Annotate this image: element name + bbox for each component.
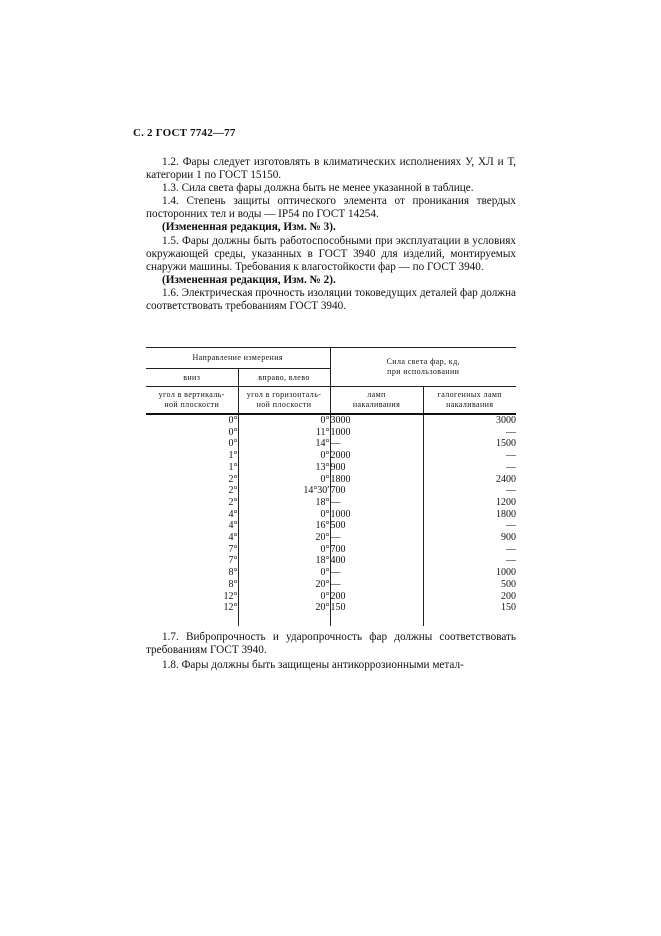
cell-vertical-angle: 1° xyxy=(228,461,238,473)
cell-vertical-angle: 0° xyxy=(228,415,238,426)
cell-horizontal-angle: 20° xyxy=(238,602,330,614)
paragraph-1-5: 1.5. Фары должны быть работоспособными при эксплуатации в условиях окружающей среды, указанных в ГОСТ 3940 для изделий, монтируемых снаружи машины. Требования к влагостойкости фар — по ГОСТ 3940. xyxy=(146,234,516,273)
cell-halogen: 900 xyxy=(423,532,516,544)
cell-halogen: — xyxy=(423,520,516,532)
cell-horizontal-angle: 14° xyxy=(238,438,330,450)
header-right-left: вправо, влево xyxy=(238,369,330,387)
cell-horizontal-angle: 0° xyxy=(238,414,330,427)
cell-vertical-angle: 0° xyxy=(228,426,238,438)
paragraph-1-4: 1.4. Степень защиты оптического элемента от проникания твердых посторонних тел и воды — IP54 по ГОСТ 14254. xyxy=(146,195,516,221)
table-row xyxy=(146,544,516,556)
cell-vertical-angle: 4° xyxy=(228,520,238,532)
cell-incandescent: 400 xyxy=(330,555,423,567)
cell-halogen: — xyxy=(423,450,516,462)
table-row xyxy=(146,427,516,439)
cell-horizontal-angle: 18° xyxy=(238,555,330,567)
header-vertical-angle-line2: ной плоскости xyxy=(164,400,220,409)
cell-vertical-angle: 12° xyxy=(223,590,238,602)
cell-incandescent: 2000 xyxy=(330,450,423,462)
header-incandescent-line2: накаливания xyxy=(352,400,401,409)
header-horizontal-angle xyxy=(238,387,330,415)
cell-horizontal-angle: 20° xyxy=(238,579,330,591)
cell-halogen: 1500 xyxy=(423,438,516,450)
table-row xyxy=(146,462,516,474)
cell-incandescent: 1000 xyxy=(330,509,423,521)
cell-halogen: 500 xyxy=(423,579,516,591)
header-incandescent xyxy=(330,387,423,415)
cell-halogen: — xyxy=(423,485,516,497)
text-block-top xyxy=(146,156,516,313)
cell-incandescent: 900 xyxy=(330,462,423,474)
header-halogen-line2: накаливания xyxy=(446,400,494,409)
light-intensity-table xyxy=(146,347,516,626)
cell-incandescent: 1800 xyxy=(330,474,423,486)
cell-vertical-angle: 2° xyxy=(228,473,238,485)
cell-incandescent: — xyxy=(330,438,423,450)
table-row xyxy=(146,555,516,567)
cell-halogen: — xyxy=(423,462,516,474)
cell-halogen: 2400 xyxy=(423,474,516,486)
table-row xyxy=(146,485,516,497)
cell-horizontal-angle: 20° xyxy=(238,532,330,544)
cell-horizontal-angle: 0° xyxy=(238,544,330,556)
header-direction: Направление измерения xyxy=(146,348,330,369)
cell-incandescent: 3000 xyxy=(330,414,423,427)
cell-incandescent: 700 xyxy=(330,544,423,556)
cell-horizontal-angle: 18° xyxy=(238,497,330,509)
cell-horizontal-angle: 16° xyxy=(238,520,330,532)
cell-incandescent: 700 xyxy=(330,485,423,497)
cell-horizontal-angle: 0° xyxy=(238,591,330,603)
table-row xyxy=(146,532,516,544)
cell-halogen: 1200 xyxy=(423,497,516,509)
light-intensity-table-wrap xyxy=(146,347,516,626)
table-row xyxy=(146,509,516,521)
table-row xyxy=(146,520,516,532)
table-bottom-spacer xyxy=(146,614,516,626)
cell-halogen: 1000 xyxy=(423,567,516,579)
paragraph-1-3: 1.3. Сила света фары должна быть не менее указанной в таблице. xyxy=(162,182,474,195)
cell-horizontal-angle: 14°30′ xyxy=(238,485,330,497)
cell-halogen: 150 xyxy=(423,602,516,614)
header-horizontal-angle-line1: угол в горизонталь- xyxy=(246,390,322,399)
table-row xyxy=(146,450,516,462)
cell-incandescent: — xyxy=(330,579,423,591)
cell-incandescent: — xyxy=(330,567,423,579)
paragraph-1-6: 1.6. Электрическая прочность изоляции токоведущих деталей фар должна соответствовать требованиям ГОСТ 3940. xyxy=(146,286,516,313)
cell-horizontal-angle: 0° xyxy=(238,450,330,462)
cell-horizontal-angle: 11° xyxy=(238,427,330,439)
cell-halogen: — xyxy=(423,544,516,556)
table-row xyxy=(146,591,516,603)
cell-incandescent: 1000 xyxy=(330,427,423,439)
cell-vertical-angle: 4° xyxy=(228,532,238,544)
cell-vertical-angle: 12° xyxy=(223,602,238,614)
cell-vertical-angle: 2° xyxy=(228,485,238,497)
cell-vertical-angle: 7° xyxy=(228,555,238,567)
table-row xyxy=(146,474,516,486)
cell-halogen: 1800 xyxy=(423,509,516,521)
table-body xyxy=(146,414,516,626)
table-row xyxy=(146,579,516,591)
cell-vertical-angle: 0° xyxy=(228,438,238,450)
paragraph-1-2: 1.2. Фары следует изготовлять в климатических исполнениях У, ХЛ и Т, категории 1 по ГОСТ 15150. xyxy=(146,156,516,182)
table-row xyxy=(146,497,516,509)
header-halogen-line1: галогенных ламп xyxy=(437,390,502,399)
cell-incandescent: 150 xyxy=(330,602,423,614)
page-header: С. 2 ГОСТ 7742—77 xyxy=(133,127,236,139)
header-halogen xyxy=(423,387,516,415)
header-down: вниз xyxy=(146,369,238,387)
cell-vertical-angle: 4° xyxy=(228,508,238,520)
cell-halogen: — xyxy=(423,555,516,567)
cell-incandescent: 500 xyxy=(330,520,423,532)
cell-vertical-angle: 1° xyxy=(228,450,238,462)
cell-horizontal-angle: 0° xyxy=(238,567,330,579)
cell-vertical-angle: 7° xyxy=(228,543,238,555)
header-horizontal-angle-line2: ной плоскости xyxy=(256,400,312,409)
amendment-note-3: (Измененная редакция, Изм. № 3). xyxy=(162,221,336,234)
text-block-bottom xyxy=(146,631,516,672)
amendment-note-2: (Измененная редакция, Изм. № 2). xyxy=(162,273,336,286)
paragraph-1-7: 1.7. Вибропрочность и ударопрочность фар должны соответствовать требованиям ГОСТ 3940. xyxy=(146,631,516,657)
table-row xyxy=(146,414,516,427)
table-row xyxy=(146,438,516,450)
cell-incandescent: — xyxy=(330,497,423,509)
cell-incandescent: 200 xyxy=(330,591,423,603)
cell-horizontal-angle: 13° xyxy=(238,462,330,474)
table-row xyxy=(146,602,516,614)
cell-vertical-angle: 2° xyxy=(228,496,238,508)
cell-halogen: 200 xyxy=(423,591,516,603)
cell-halogen: — xyxy=(423,427,516,439)
header-intensity-line2: при использовании xyxy=(387,367,460,376)
cell-vertical-angle: 8° xyxy=(228,567,238,579)
cell-horizontal-angle: 0° xyxy=(238,509,330,521)
table-row xyxy=(146,567,516,579)
cell-vertical-angle: 8° xyxy=(228,578,238,590)
header-intensity-line1: Сила света фар, кд, xyxy=(386,357,460,366)
cell-incandescent: — xyxy=(330,532,423,544)
cell-halogen: 3000 xyxy=(423,414,516,427)
header-vertical-angle xyxy=(146,387,238,415)
cell-horizontal-angle: 0° xyxy=(238,474,330,486)
header-vertical-angle-line1: угол в вертикаль- xyxy=(158,390,225,399)
paragraph-1-8: 1.8. Фары должны быть защищены антикоррозионными метал- xyxy=(162,659,464,672)
header-incandescent-line1: ламп xyxy=(367,390,386,399)
header-intensity xyxy=(330,348,516,387)
